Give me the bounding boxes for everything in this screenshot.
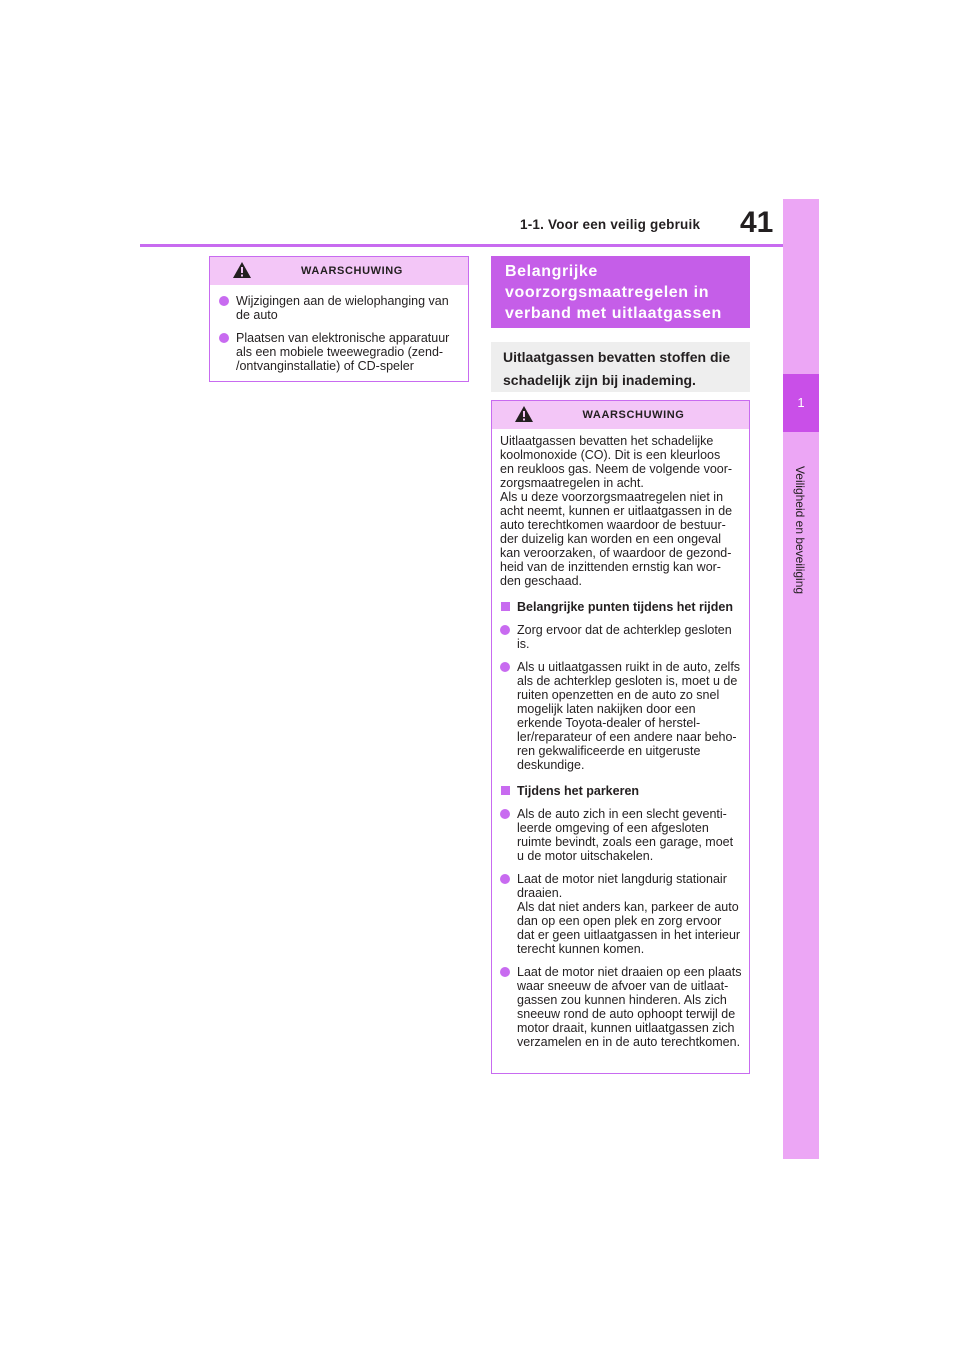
- sub-heading: [500, 600, 743, 614]
- bullet-circle-icon: [500, 967, 510, 977]
- bullet-circle-icon: [500, 809, 510, 819]
- right-warning-box: [491, 400, 750, 1074]
- bullet-circle-icon: [219, 296, 229, 306]
- warning-header: [210, 257, 468, 285]
- list-item-text: Als de auto zich in een slecht geventi- leerde omgeving of een afgesloten ruimte bevindt, zoals een garage, moet u de motor uitschakelen.: [517, 807, 734, 863]
- list-item: [500, 660, 743, 772]
- chapter-label: Veiligheid en beveiliging: [793, 465, 807, 595]
- bullet-circle-icon: [219, 333, 229, 343]
- list-item-text: Zorg ervoor dat de achterklep gesloten is.: [517, 623, 732, 651]
- bullet-list: [500, 623, 743, 772]
- left-warning-list: [210, 294, 468, 373]
- warning-triangle-icon: [514, 405, 534, 423]
- bullet-circle-icon: [500, 625, 510, 635]
- section-title: 1-1. Voor een veilig gebruik: [520, 217, 701, 232]
- sub-heading-text: Tijdens het parkeren: [517, 784, 640, 798]
- list-item-text: Wijzigingen aan de wielophanging van de auto: [236, 294, 449, 322]
- square-icon: [501, 602, 510, 611]
- bullet-circle-icon: [500, 662, 510, 672]
- list-item: [500, 623, 743, 651]
- chapter-number: 1: [783, 374, 819, 432]
- left-warning-box: [209, 256, 469, 382]
- bullet-list: [500, 807, 743, 1049]
- list-item: [219, 331, 460, 373]
- list-item-text: Laat de motor niet draaien op een plaats waar sneeuw de afvoer van de uitlaat- gassen zou kunnen hinderen. Als zich sneeuw rond de auto ophoopt terwijl de motor draait, kunnen uitlaatgassen zich verzamelen en in de auto terechtkomen.: [517, 965, 742, 1049]
- warning-title: WAARSCHUWING: [582, 409, 685, 421]
- list-item-text: Als u uitlaatgassen ruikt in de auto, zelfs als de achterklep gesloten is, moet u de ruiten openzetten en de auto zo snel mogelijk laten nakijken door een erkende Toyota-dealer of herstel- ler/reparateur of een andere naar beho- ren gekwalificeerde en uitgeruste deskundige.: [517, 660, 741, 772]
- page-number: 41: [740, 206, 774, 239]
- square-icon: [501, 786, 510, 795]
- section-heading: Belangrijke voorzorgsmaatregelen in verband met uitlaatgassen: [491, 256, 750, 328]
- warning-title: WAARSCHUWING: [301, 265, 403, 277]
- warning-body: [492, 434, 749, 1049]
- sub-heading-text: Belangrijke punten tijdens het rijden: [517, 600, 734, 614]
- list-item-text: Plaatsen van elektronische apparatuur als een mobiele tweewegradio (zend- /ontvanginstallatie) of CD-speler: [236, 331, 450, 373]
- list-item-text: Laat de motor niet langdurig stationair draaien. Als dat niet anders kan, parkeer de auto dan op een open plek en zorg ervoor dat er geen uitlaatgassen in het interieur terecht kunnen komen.: [517, 872, 741, 956]
- header-rule: [140, 244, 790, 247]
- sub-heading: [500, 784, 743, 798]
- warning-intro: Uitlaatgassen bevatten het schadelijke koolmonoxide (CO). Dit is een kleurloos en reukloos gas. Neem de volgende voor- zorgsmaatregelen in acht. Als u deze voorzorgsmaatregelen niet in acht neemt, kunnen er uitlaatgassen in de auto terechtkomen waardoor de bestuur- der duizelig kan worden en een ongeval kan veroorzaken, of waardoor de gezond- heid van de inzittenden ernstig kan wor- den geschaad.: [500, 434, 733, 588]
- side-tab: [783, 199, 819, 1159]
- warning-triangle-icon: [232, 261, 252, 279]
- list-item: [500, 872, 743, 956]
- list-item: [219, 294, 460, 322]
- list-item: [500, 965, 743, 1049]
- list-item: [500, 807, 743, 863]
- warning-header: [492, 401, 749, 429]
- bullet-circle-icon: [500, 874, 510, 884]
- summary-note: Uitlaatgassen bevatten stoffen die schadelijk zijn bij inademing.: [491, 342, 750, 392]
